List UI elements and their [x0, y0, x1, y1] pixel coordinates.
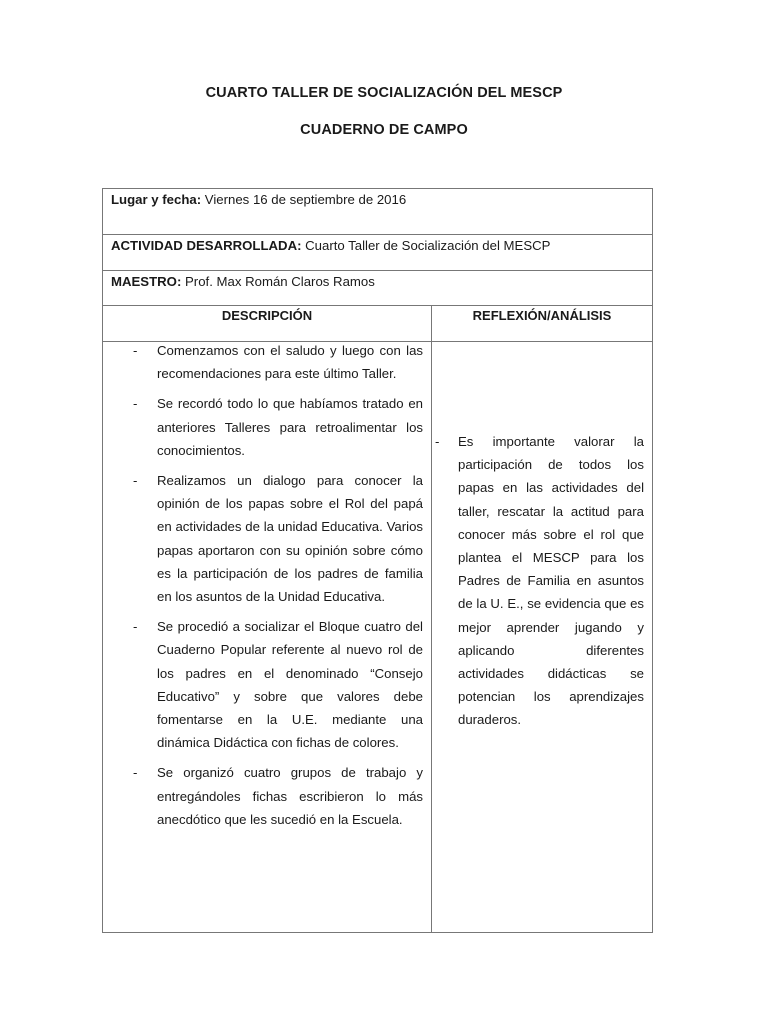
list-item	[111, 615, 423, 754]
list-item-text: Comenzamos con el saludo y luego con las recomendaciones para este último Taller.	[157, 343, 423, 382]
actividad-cell	[103, 235, 653, 271]
reflexion-cell	[432, 342, 653, 933]
maestro-value: Prof. Max Román Claros Ramos	[181, 274, 375, 289]
bullet-dash: -	[133, 396, 138, 412]
field-notebook-table	[102, 188, 653, 933]
list-item-text: Se recordó todo lo que habíamos tratado en anteriores Talleres para retroalimentar los conocimientos.	[157, 396, 423, 458]
bullet-dash: -	[133, 343, 138, 358]
list-item	[111, 469, 423, 608]
table-header-row	[103, 306, 653, 342]
lugar-fecha-cell	[103, 189, 653, 235]
maestro-cell	[103, 271, 653, 306]
list-item-text: Se procedió a socializar el Bloque cuatro del Cuaderno Popular referente al nuevo rol de los padres en el denominado “Consejo Educativo” y sobre que valores debe fomentarse en la U.E. mediante una dinámica Didáctica con fichas de colores.	[157, 619, 423, 751]
actividad-value: Cuarto Taller de Socialización del MESCP	[301, 238, 551, 253]
list-item	[111, 339, 423, 385]
column-header-descripcion: DESCRIPCIÓN	[103, 306, 432, 342]
list-item	[432, 430, 644, 732]
row-lugar-fecha	[103, 189, 653, 235]
descripcion-cell	[103, 342, 432, 933]
descripcion-list	[111, 339, 423, 831]
row-actividad	[103, 235, 653, 271]
list-item-text: Es importante valorar la participación de todos los papas en las actividades del taller, rescatar la actitud para conocer más sobre el rol que plantea el MESCP para los Padres de Familia en asuntos de la U. E., se evidencia que es mejor aprender jugando y aplicando diferentes actividades didácticas se potencian los aprendizajes duraderos.	[458, 434, 644, 728]
row-maestro	[103, 271, 653, 306]
maestro-label: MAESTRO:	[111, 274, 182, 289]
document-title: CUARTO TALLER DE SOCIALIZACIÓN DEL MESCP	[205, 85, 563, 101]
content-row	[103, 342, 653, 933]
bullet-dash: -	[133, 473, 138, 489]
bullet-dash: -	[435, 434, 440, 449]
lugar-label: Lugar y fecha:	[111, 192, 202, 207]
actividad-label: ACTIVIDAD DESARROLLADA:	[111, 238, 302, 253]
bullet-dash: -	[133, 619, 138, 635]
column-header-reflexion: REFLEXIÓN/ANÁLISIS	[432, 306, 653, 342]
document-subtitle: CUADERNO DE CAMPO	[300, 122, 468, 138]
list-item-text: Se organizó cuatro grupos de trabajo y entregándoles fichas escribieron lo más anecdótico que les sucedió en la Escuela.	[157, 765, 423, 827]
list-item	[111, 392, 423, 462]
bullet-dash: -	[133, 765, 138, 781]
lugar-value: Viernes 16 de septiembre de 2016	[201, 192, 407, 207]
list-item-text: Realizamos un dialogo para conocer la opinión de los papas sobre el Rol del papá en actividades de la unidad Educativa. Varios papas aportaron con su opinión sobre cómo es la participación de los padres de familia en los asuntos de la Unidad Educativa.	[157, 473, 423, 605]
list-item	[111, 761, 423, 831]
reflexion-list	[432, 430, 644, 732]
